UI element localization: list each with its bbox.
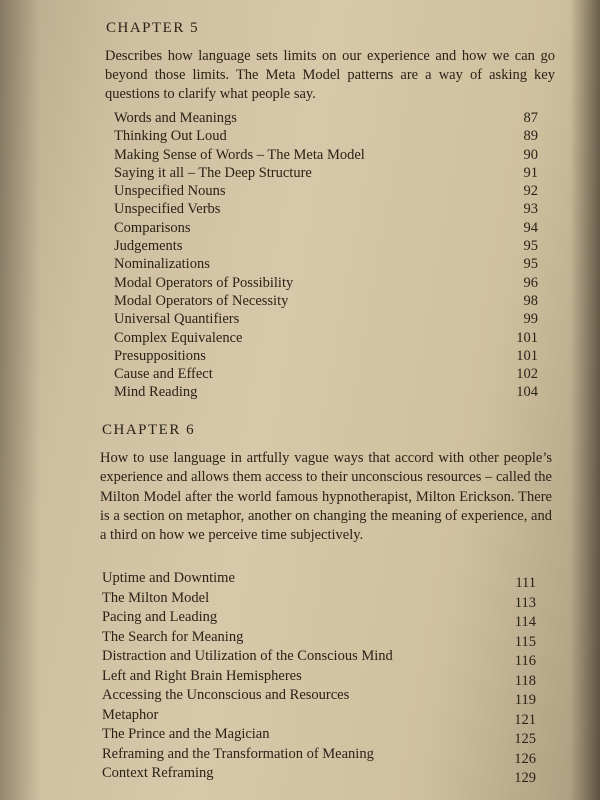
toc-entry-page: 87 [523, 110, 538, 126]
toc-entry-title: Pacing and Leading [102, 609, 218, 625]
toc-entry[interactable] [102, 608, 536, 628]
toc-entry[interactable] [114, 146, 538, 164]
toc-entry-title: The Prince and the Magician [102, 726, 270, 742]
toc-entry-page: 102 [516, 366, 538, 383]
toc-entry-page: 93 [523, 201, 538, 218]
toc-entry-title: Unspecified Nouns [114, 183, 226, 200]
toc-entry[interactable] [114, 310, 538, 328]
toc-entry-title: Accessing the Unconscious and Resources [102, 687, 350, 703]
toc-entry-title: Comparisons [114, 219, 191, 236]
toc-entry-page: 119 [514, 692, 536, 708]
toc-entry-title: Metaphor [102, 706, 159, 723]
toc-entry[interactable] [102, 589, 536, 609]
toc-entry-page: 125 [514, 731, 536, 747]
toc-entry[interactable] [102, 628, 536, 648]
toc-entry[interactable] [114, 383, 538, 401]
toc-entry-page: 90 [523, 146, 538, 163]
toc-entry-title: Complex Equivalence [114, 329, 243, 346]
toc-entry-page: 99 [523, 311, 538, 328]
toc-entry-page: 92 [523, 183, 538, 200]
toc-entry[interactable] [102, 647, 536, 667]
chapter-6-contents [102, 569, 536, 784]
toc-entry-page: 101 [516, 329, 538, 346]
toc-entry[interactable] [102, 686, 536, 706]
toc-entry-title: Saying it all – The Deep Structure [114, 164, 312, 181]
toc-entry-title: Universal Quantifiers [114, 311, 240, 328]
toc-entry-page: 96 [523, 274, 538, 291]
toc-entry-title: Unspecified Verbs [114, 201, 221, 218]
page-shadow-right [570, 0, 600, 800]
toc-entry-page: 89 [523, 128, 538, 145]
toc-entry[interactable] [102, 706, 536, 726]
toc-entry[interactable] [114, 109, 538, 127]
toc-entry-title: Nominalizations [114, 256, 210, 273]
toc-entry-title: Modal Operators of Possibility [114, 274, 294, 291]
chapter-5-intro: Describes how language sets limits on our experience and how we can go beyond those limits. The Meta Model patterns are a way of asking key questions to clarify what people say. [105, 48, 555, 102]
toc-entry-page: 126 [514, 750, 536, 767]
chapter-6-heading: CHAPTER 6 [102, 422, 196, 438]
toc-entry-page: 95 [523, 256, 538, 273]
toc-entry-title: Mind Reading [114, 384, 198, 401]
chapter-6-intro: How to use language in artfully vague ways that accord with other people’s experience and allows them access to their unconscious resources – called the Milton Model after the world famous hypnotherapist, Milton Erickson. There is a section on metaphor, another on changing the meaning of experience, and a third on how we perceive time subjectively. [100, 450, 552, 544]
toc-entry[interactable] [102, 569, 536, 589]
toc-entry[interactable] [114, 347, 538, 365]
toc-entry[interactable] [114, 182, 538, 200]
toc-entry-page: 129 [514, 770, 536, 786]
toc-entry-page: 116 [514, 653, 536, 669]
toc-entry[interactable] [114, 274, 538, 292]
toc-entry-title: Uptime and Downtime [102, 570, 235, 586]
toc-entry-title: Cause and Effect [114, 366, 213, 383]
toc-entry-title: Context Reframing [102, 765, 214, 781]
toc-entry-page: 111 [515, 575, 536, 591]
toc-entry[interactable] [114, 255, 538, 273]
toc-entry-title: Judgements [114, 238, 183, 255]
toc-entry[interactable] [114, 237, 538, 255]
toc-entry[interactable] [114, 292, 538, 310]
toc-entry-page: 115 [514, 633, 536, 650]
toc-entry-title: Distraction and Utilization of the Conscious Mind [102, 648, 393, 664]
toc-entry-page: 101 [516, 347, 538, 364]
toc-entry-page: 94 [523, 219, 538, 236]
toc-entry[interactable] [102, 725, 536, 745]
toc-entry[interactable] [102, 745, 536, 765]
toc-entry-title: Thinking Out Loud [114, 128, 227, 145]
toc-entry[interactable] [114, 365, 538, 383]
toc-entry[interactable] [114, 164, 538, 182]
toc-entry-page: 91 [523, 164, 538, 181]
toc-entry-page: 104 [516, 384, 538, 401]
toc-entry-page: 121 [514, 711, 536, 728]
chapter-5-heading: CHAPTER 5 [106, 20, 200, 36]
toc-entry-page: 113 [514, 594, 536, 611]
toc-entry-page: 95 [523, 238, 538, 255]
toc-entry[interactable] [102, 764, 536, 784]
toc-entry-page: 114 [514, 614, 536, 630]
toc-entry-title: Presuppositions [114, 347, 206, 364]
toc-entry-page: 98 [523, 292, 538, 309]
toc-entry[interactable] [114, 219, 538, 237]
toc-entry-title: Left and Right Brain Hemispheres [102, 667, 302, 684]
toc-entry-title: Modal Operators of Necessity [114, 292, 289, 309]
toc-entry-title: The Milton Model [102, 589, 210, 606]
toc-entry[interactable] [114, 127, 538, 145]
chapter-5-contents [114, 109, 538, 402]
toc-entry-title: The Search for Meaning [102, 628, 244, 645]
toc-entry[interactable] [102, 667, 536, 687]
toc-entry-title: Making Sense of Words – The Meta Model [114, 146, 365, 163]
toc-entry-title: Words and Meanings [114, 110, 237, 126]
toc-entry-title: Reframing and the Transformation of Meaning [102, 745, 374, 762]
toc-entry[interactable] [114, 200, 538, 218]
page-shadow-left [0, 0, 40, 800]
toc-entry-page: 118 [514, 672, 536, 689]
toc-entry[interactable] [114, 329, 538, 347]
